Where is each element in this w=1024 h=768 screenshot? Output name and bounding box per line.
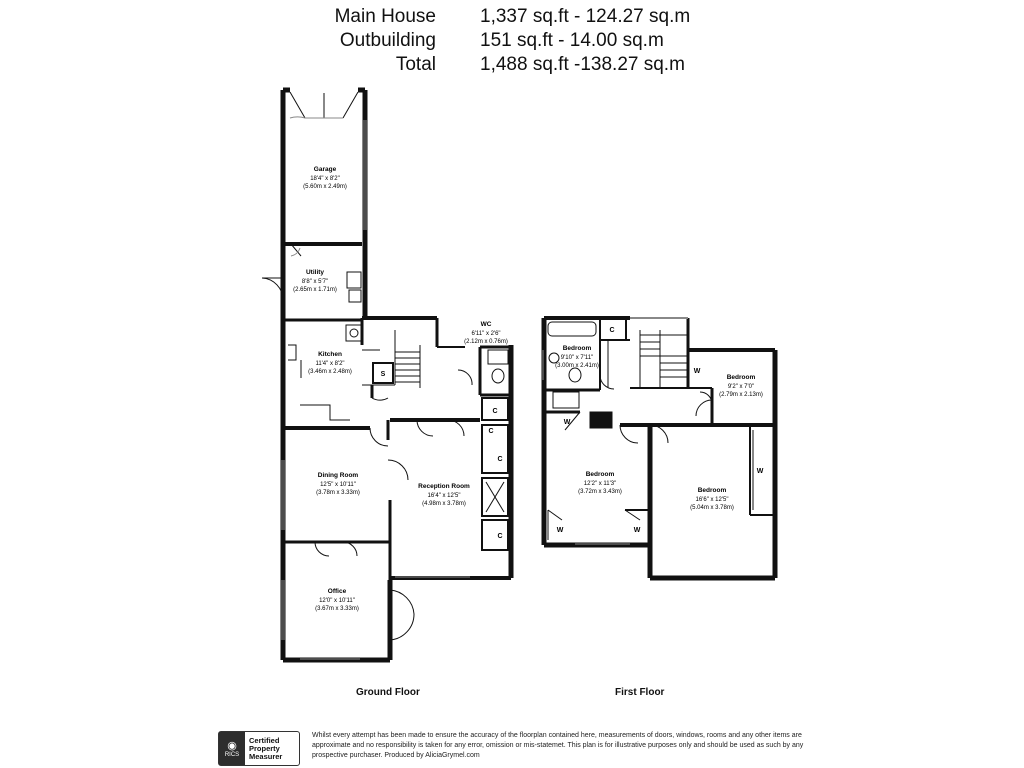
cupboard-mark: C — [497, 533, 503, 540]
kitchen-imperial: 11'4" x 8'2" — [315, 361, 345, 367]
bedroom-a-name: Bedroom — [562, 345, 592, 352]
bedroom-c-name: Bedroom — [585, 471, 615, 478]
area-value: 1,337 sq.ft - 124.27 sq.m — [480, 6, 691, 27]
wc-imperial: 6'11" x 2'6" — [471, 331, 501, 337]
cupboard-mark: C — [497, 456, 503, 463]
wardrobe-mark: W — [556, 527, 564, 534]
reception-imperial: 16'4" x 12'5" — [427, 493, 461, 499]
garage-imperial: 18'4" x 8'2" — [310, 176, 340, 182]
ground-room-labels — [293, 166, 508, 612]
wardrobe-mark: W — [563, 419, 571, 426]
ground-stairs — [395, 330, 420, 388]
kitchen-metric: (3.46m x 2.48m) — [308, 369, 352, 375]
bedroom-c-metric: (3.72m x 3.43m) — [578, 489, 622, 495]
wc-name: WC — [480, 321, 492, 328]
area-value: 1,488 sq.ft -138.27 sq.m — [480, 54, 685, 75]
rics-badge-text — [245, 737, 282, 761]
storage-mark: S — [380, 371, 386, 378]
dining-imperial: 12'5" x 10'11" — [320, 482, 356, 488]
dining-metric: (3.78m x 3.33m) — [316, 490, 360, 496]
rics-badge — [218, 731, 300, 766]
garage-metric: (5.60m x 2.49m) — [303, 184, 347, 190]
bedroom-d-metric: (5.04m x 3.78m) — [690, 505, 734, 511]
area-label: Main House — [334, 6, 436, 27]
hall-cupboards — [480, 395, 511, 550]
bedroom-a-imperial: 9'10" x 7'11" — [560, 355, 594, 361]
bedroom-d-name: Bedroom — [697, 487, 727, 494]
garage-doors — [290, 92, 358, 256]
wardrobe-mark: W — [633, 527, 641, 534]
ground-floor-plan — [262, 90, 511, 660]
reception-name: Reception Room — [418, 483, 470, 490]
area-label: Total — [395, 54, 436, 75]
bedroom-c-imperial: 12'2" x 11'3" — [583, 481, 617, 487]
garage-name: Garage — [313, 166, 337, 173]
reception-metric: (4.98m x 3.78m) — [422, 501, 466, 507]
dining-name: Dining Room — [317, 472, 359, 479]
area-value: 151 sq.ft - 14.00 sq.m — [480, 30, 664, 51]
ground-floor-label: Ground Floor — [356, 687, 420, 698]
first-room-labels — [555, 327, 764, 534]
office-name: Office — [327, 588, 347, 595]
wardrobe-mark: W — [693, 368, 701, 375]
kitchen-name: Kitchen — [318, 351, 342, 358]
rics-logo-text: RICS — [224, 752, 240, 758]
cupboard-mark: C — [492, 408, 498, 415]
main-rooms-walls — [282, 420, 511, 660]
cupboard-mark: C — [488, 428, 494, 435]
badge-line: Property — [249, 743, 280, 753]
wc-metric: (2.12m x 0.76m) — [464, 339, 508, 345]
badge-line: Measurer — [249, 751, 283, 761]
bedroom-b-metric: (2.79m x 2.13m) — [719, 392, 763, 398]
office-imperial: 12'0" x 10'11" — [319, 598, 355, 604]
rics-logo: ◉ RICS — [219, 732, 245, 765]
bedroom-d-imperial: 16'6" x 12'5" — [695, 497, 729, 503]
first-floor-label: First Floor — [615, 687, 665, 698]
cupboard-mark: C — [609, 327, 615, 334]
disclaimer-text: Whilst every attempt has been made to ensure the accuracy of the floorplan contained here, measurements of doors, windows, rooms and any other items are approximate and no responsibility is taken for any error, omission or mis-statemet. This plan is for illustrative purposes only and should be used as such by any prospective purchaser. Produced by AliciaGrymel.com — [312, 732, 804, 759]
badge-line: Certified — [249, 735, 280, 745]
kitchen-walls — [283, 318, 437, 428]
utility-metric: (2.65m x 1.71m) — [293, 287, 337, 293]
wardrobe-mark: W — [756, 468, 764, 475]
office-metric: (3.67m x 3.33m) — [315, 606, 359, 612]
bedroom-b-name: Bedroom — [726, 374, 756, 381]
bedroom-a-metric: (3.00m x 2.41m) — [555, 363, 599, 369]
area-label: Outbuilding — [339, 30, 436, 51]
utility-name: Utility — [305, 269, 325, 276]
utility-imperial: 8'8" x 5'7" — [301, 279, 329, 285]
bedroom-b-imperial: 9'2" x 7'0" — [727, 384, 755, 390]
first-stairs — [630, 330, 688, 388]
